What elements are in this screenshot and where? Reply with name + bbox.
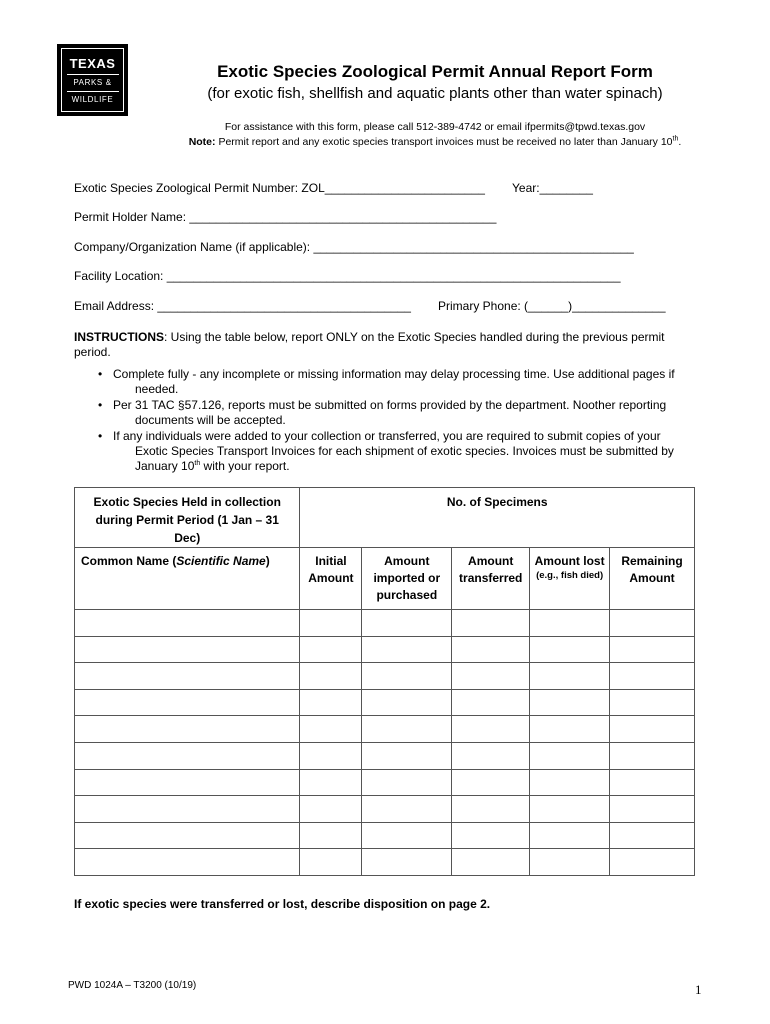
assistance-text: For assistance with this form, please call 512-389-4742 or email ifpermits@tpwd.texas.gov bbox=[224, 121, 646, 133]
phone-field[interactable]: Primary Phone: (______)______________ bbox=[438, 299, 666, 313]
entry-rows bbox=[75, 610, 695, 876]
permit-number-field[interactable]: Exotic Species Zoological Permit Number: ZOL________________________ bbox=[74, 181, 485, 195]
form-subtitle: (for exotic fish, shellfish and aquatic plants other than water spinach) bbox=[207, 85, 663, 102]
holder-name-field[interactable]: Permit Holder Name: ______________________________________________ bbox=[74, 210, 497, 224]
year-field[interactable]: Year:________ bbox=[512, 181, 593, 195]
imported-header: Amount imported or purchased bbox=[362, 548, 452, 610]
logo-text-parks: PARKS & bbox=[73, 77, 112, 87]
note-text: Permit report and any exotic species transport invoices must be received no later than January 10 bbox=[218, 136, 673, 148]
table-row bbox=[75, 610, 695, 637]
table-row bbox=[75, 689, 695, 716]
specimens-header: No. of Specimens bbox=[300, 488, 695, 548]
lost-header: Amount lost (e.g., fish died) bbox=[530, 548, 610, 610]
instructions bbox=[74, 330, 700, 360]
table-row bbox=[75, 769, 695, 796]
list-item: • Per 31 TAC §57.126, reports must be submitted on forms provided by the department. Noother reporting documents will be accepted. bbox=[98, 398, 667, 427]
instructions-label: INSTRUCTIONS bbox=[74, 330, 164, 344]
table-row bbox=[75, 742, 695, 769]
logo-text-wildlife: WILDLIFE bbox=[71, 94, 114, 104]
initial-amount-header: Initial Amount bbox=[300, 548, 362, 610]
specimen-table bbox=[74, 487, 695, 876]
note-sup: th bbox=[672, 135, 679, 143]
table-row bbox=[75, 822, 695, 849]
facility-location-field[interactable]: Facility Location: ____________________________________________________________________ bbox=[74, 269, 621, 283]
page-number: 1 bbox=[695, 982, 702, 997]
list-item: • If any individuals were added to your collection or transferred, you are required to submit copies of your Exotic Species Transport Invoices for each shipment of exotic species. Invoices must be submitted by January 10th with your report. bbox=[98, 429, 674, 473]
table-row bbox=[75, 716, 695, 743]
lost-note: (e.g., fish died) bbox=[536, 570, 604, 581]
transferred-header: Amount transferred bbox=[452, 548, 530, 610]
table-row bbox=[75, 849, 695, 876]
list-item: • Complete fully - any incomplete or missing information may delay processing time. Use additional pages if needed. bbox=[98, 367, 675, 396]
form-title: Exotic Species Zoological Permit Annual Report Form bbox=[217, 62, 653, 81]
note-end: . bbox=[678, 136, 682, 148]
logo-text-texas: TEXAS bbox=[69, 55, 116, 71]
logo-divider bbox=[67, 91, 119, 92]
held-header: Exotic Species Held in collection during Permit Period (1 Jan – 31 Dec) bbox=[75, 488, 300, 548]
form-id: PWD 1024A – T3200 (10/19) bbox=[68, 980, 197, 991]
instruction-list bbox=[74, 367, 702, 475]
remaining-header: Remaining Amount bbox=[610, 548, 695, 610]
table-row bbox=[75, 796, 695, 823]
email-field[interactable]: Email Address: ______________________________________ bbox=[74, 299, 411, 313]
common-name-header: Common Name (Scientific Name) bbox=[75, 548, 300, 610]
instructions-text: : Using the table below, report ONLY on the Exotic Species handled during the previous permit period. bbox=[74, 330, 665, 359]
transfer-note: If exotic species were transferred or lost, describe disposition on page 2. bbox=[74, 897, 491, 911]
bullet-icon: • bbox=[98, 367, 103, 381]
company-field[interactable]: Company/Organization Name (if applicable): ________________________________________________ bbox=[74, 240, 634, 254]
bullet-icon: • bbox=[98, 398, 103, 412]
table-row bbox=[75, 636, 695, 663]
deadline-note bbox=[150, 136, 720, 148]
note-label: Note: bbox=[188, 136, 216, 148]
bullet-icon: • bbox=[98, 429, 103, 443]
logo-divider bbox=[67, 74, 119, 75]
table-row bbox=[75, 663, 695, 690]
tpwd-logo bbox=[57, 44, 128, 116]
